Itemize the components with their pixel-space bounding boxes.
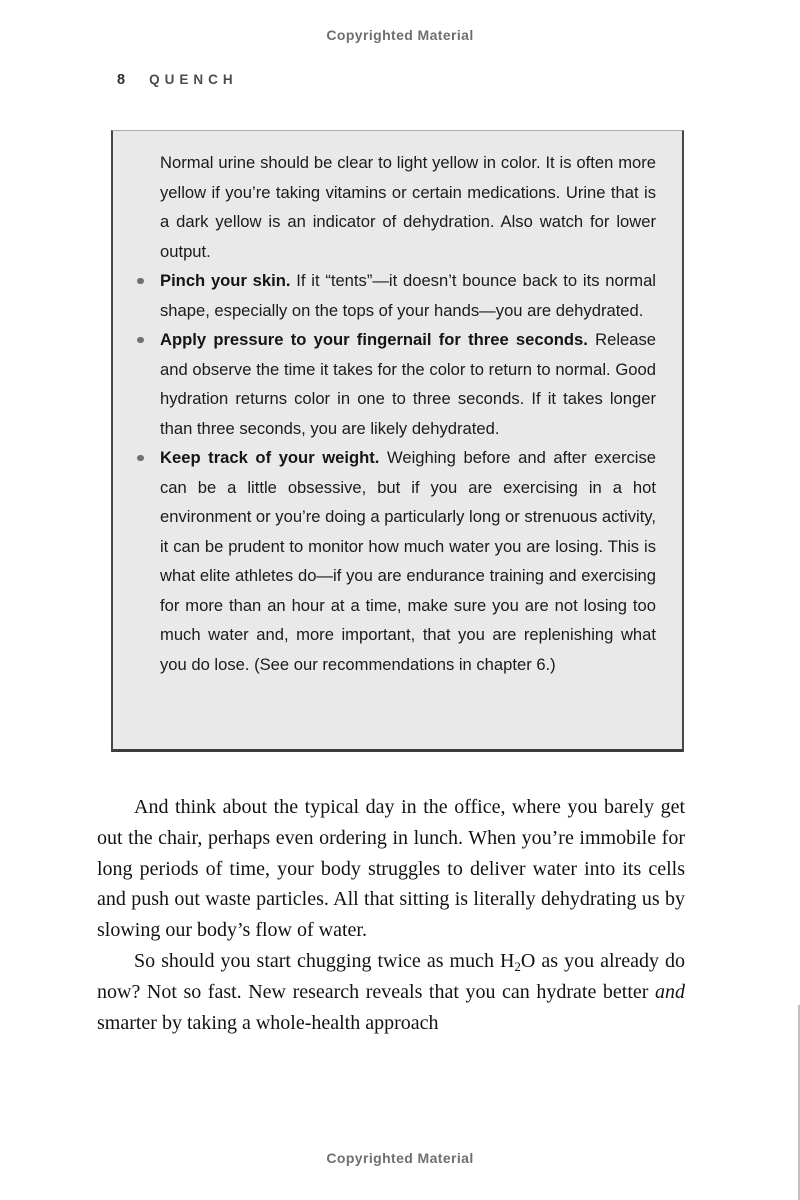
bullet-body-text: If it “tents”—it doesn’t bounce back to its normal shape, especially on the tops of your hands—you are dehydrated. [160, 271, 656, 320]
bullet-lead-text: Pinch your skin. [160, 271, 291, 290]
h2o-subscript: 2 [514, 958, 521, 974]
copyright-notice-top: Copyrighted Material [326, 27, 474, 43]
callout-intro-paragraph: Normal urine should be clear to light yellow in color. It is often more yellow if you’re taking vitamins or certain medications. Urine that is a dark yellow is an indicator of dehydration. Also watch for lower output. [160, 153, 656, 261]
bullet-item-track-weight [160, 443, 656, 679]
paragraph-text-segment: smarter by taking a whole-health approach [97, 1011, 439, 1034]
italic-emphasis-word: and [655, 980, 685, 1003]
bullet-marker [137, 455, 144, 462]
bullet-item-pinch-skin [160, 266, 656, 325]
running-header [117, 72, 238, 88]
body-paragraph-chugging-h2o [97, 946, 685, 1038]
bullet-lead-text: Keep track of your weight. [160, 448, 380, 467]
main-body-text [97, 792, 685, 1038]
hydration-tips-callout-box [111, 130, 684, 752]
bullet-lead-text: Apply pressure to your fingernail for three seconds. [160, 330, 588, 349]
running-header-title: QUENCH [149, 72, 238, 87]
paragraph-text-segment: So should you start chugging twice as much H [134, 949, 515, 972]
bullet-marker [137, 337, 144, 344]
bullet-body-text: Weighing before and after exercise can be a little obsessive, but if you are exercising in a hot environment or you’re doing a particularly long or strenuous activity, it can be prudent to monitor how much water you are losing. This is what elite athletes do—if you are endurance training and exercising for more than an hour at a time, make sure you are not losing too much water and, more important, that you are replenishing what you do lose. (See our recommendations in chapter 6.) [160, 448, 656, 674]
hydration-check-bullet-list [160, 266, 656, 679]
bullet-item-fingernail-pressure [160, 325, 656, 443]
paragraph-text-segment: O as you already do now? Not so fast. New research reveals that you can hydrate better [97, 949, 685, 1003]
copyright-notice-bottom: Copyrighted Material [326, 1150, 474, 1166]
body-paragraph-office-day: And think about the typical day in the office, where you barely get out the chair, perhaps even ordering in lunch. When you’re immobile for long periods of time, your body struggles to deliver water into its cells and push out waste particles. All that sitting is literally dehydrating us by slowing our body’s flow of water. [97, 796, 685, 942]
bullet-marker [137, 278, 144, 285]
bullet-body-text: Release and observe the time it takes for the color to return to normal. Good hydration returns color in one to three seconds. If it takes longer than three seconds, you are likely dehydrated. [160, 330, 656, 438]
page-number: 8 [117, 72, 126, 88]
